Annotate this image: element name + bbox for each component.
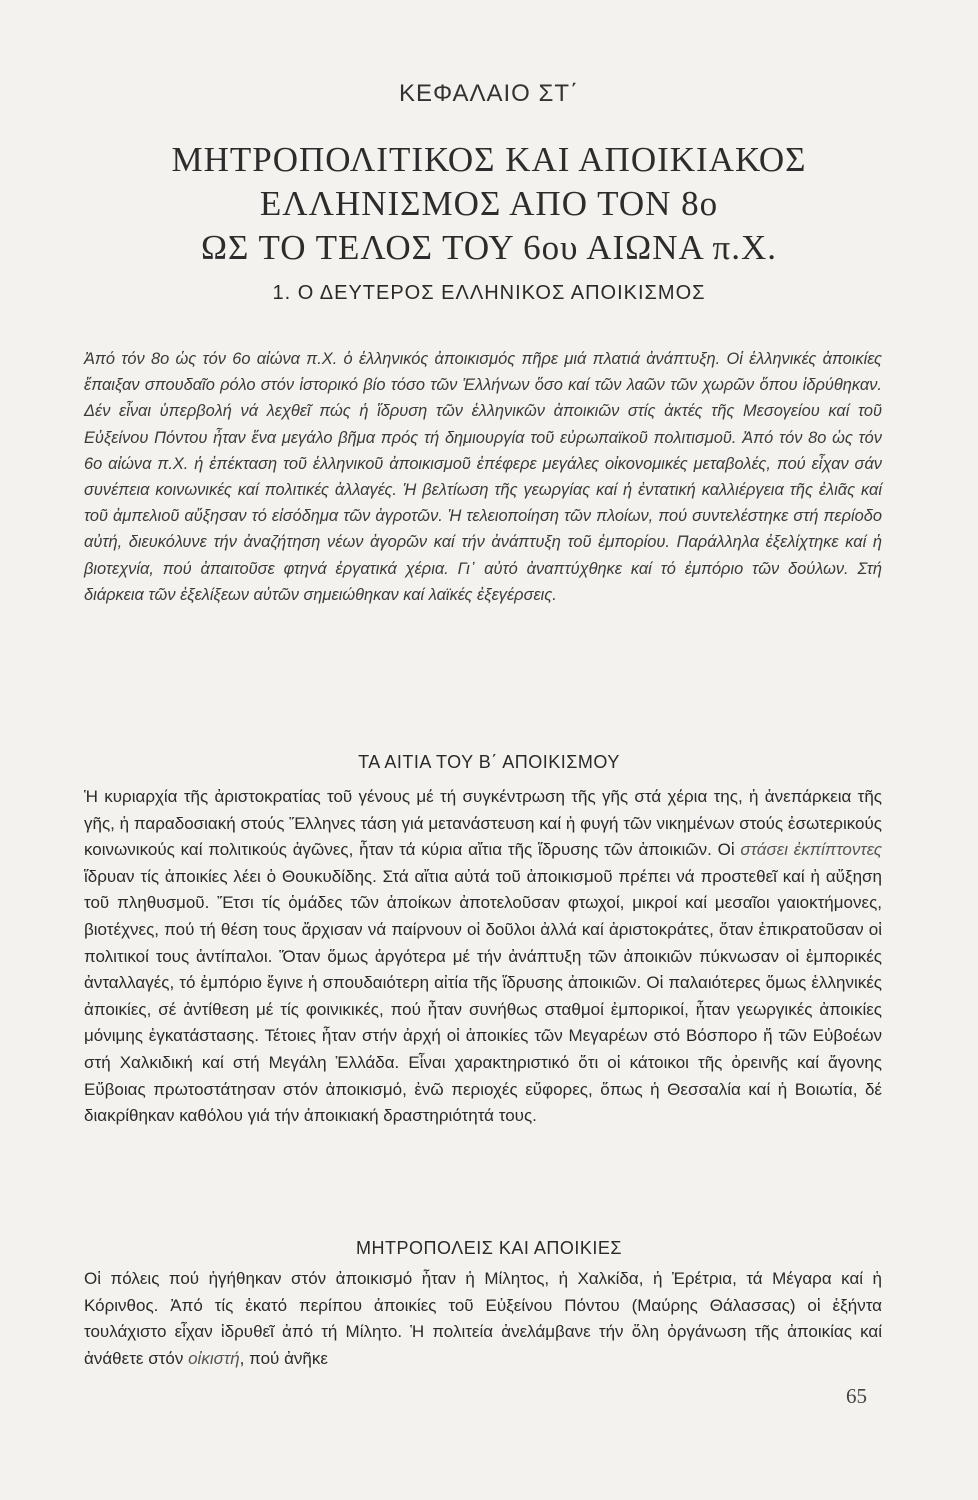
causes-text-part-2: ἵδρυαν τίς ἀποικίες λέει ὁ Θουκυδίδης. Στά αἴτια αὐτά τοῦ ἀποικισμοῦ πρέπει νά προστεθεῖ καί ἡ αὔξηση τοῦ πληθυσμοῦ. Ἔτσι τίς ὁμάδες τῶν ἀποίκων ἀποτελοῦσαν φτωχοί, μικροί καί μεσαῖοι γαιοκτήμονες, βιοτέχνες, πού τή θέση τους ἄρχισαν νά παίρνουν οἱ δοῦλοι ἀλλά καί ἀριστοκράτες, ὅταν ἐπικρατοῦσαν οἱ πολιτικοί τους ἀντίπαλοι. Ὅταν ὅμως ἀργότερα μέ τήν ἀνάπτυξη τῶν ἀποικιῶν πύκνωσαν οἱ ἐμπορικές ἀνταλλαγές, τό ἐμπόριο ἔγινε ἡ σπουδαιότερη αἰτία τῆς ἵδρυσης ἀποικιῶν. Οἱ παλαιότερες ὅμως ἑλληνικές ἀποικίες, σέ ἀντίθεση μέ τίς φοινικικές, πού ἦταν συνήθως σταθμοί ἐμπορικοί, ἦταν γεωργικές ἀποικίες μόνιμης ἐγκατάστασης. Τέτοιες ἦταν στήν ἀρχή οἱ ἀποικίες τῶν Μεγαρέων στό Βόσπορο ἤ τῶν Εὐβοέων στή Χαλκιδική καί στή Μεγάλη Ἑλλάδα. Εἶναι χαρακτηριστικό ὅτι οἱ κάτοικοι τῆς ὀρεινῆς καί ἄγονης Εὔβοιας πρωτοστάτησαν στόν ἀποικισμό, ἐνῶ περιοχές εὔφορες, ὅπως ἡ Θεσσαλία καί ἡ Βοιωτία, δέ διακρίθηκαν καθόλου γιά τήν ἀποικιακή δραστηριότητά τους. xyxy=(84,866,882,1126)
subheading-metropoleis: ΜΗΤΡΟΠΟΛΕΙΣ ΚΑΙ ΑΠΟΙΚΙΕΣ xyxy=(356,1238,622,1258)
section-heading: 1. Ο ΔΕΥΤΕΡΟΣ ΕΛΛΗΝΙΚΟΣ ΑΠΟΙΚΙΣΜΟΣ xyxy=(272,282,706,304)
metropoleis-text xyxy=(84,1266,882,1372)
metro-text-part-2: , πού ἀνῆκε xyxy=(239,1348,328,1368)
intro-paragraph: Ἀπό τόν 8ο ὡς τόν 6ο αἰώνα π.Χ. ὁ ἑλληνικός ἀποικισμός πῆρε μιά πλατιά ἀνάπτυξη. Οἱ ἑλληνικές ἀποικίες ἔπαιξαν σπουδαῖο ρόλο στόν ἱστορικό βίο τόσο τῶν Ἑλλήνων ὅσο καί τῶν λαῶν τῶν χωρῶν ὅπου ἱδρύθηκαν. Δέν εἶναι ὑπερβολή νά λεχθεῖ πώς ἡ ἵδρυση τῶν ἑλληνικῶν ἀποικιῶν στίς ἀκτές τῆς Μεσογείου καί τοῦ Εὐξείνου Πόντου ἦταν ἕνα μεγάλο βῆμα πρός τή δημιουργία τοῦ εὐρωπαϊκοῦ πολιτισμοῦ. Ἀπό τόν 8ο ὡς τόν 6ο αἰώνα π.Χ. ἡ ἐπέκταση τοῦ ἑλληνικοῦ ἀποικισμοῦ ἐπέφερε μεγάλες οἰκονομικές μεταβολές, πού εἶχαν σάν συνέπεια κοινωνικές καί πολιτικές ἀλλαγές. Ἡ βελτίωση τῆς γεωργίας καί ἡ ἐντατική καλλιέργεια τῆς ἐλιᾶς καί τοῦ ἀμπελιοῦ αὔξησαν τό εἰσόδημα τῶν ἀγροτῶν. Ἡ τελειοποίηση τῶν πλοίων, πού συντελέστηκε στή περίοδο αὐτή, διευκόλυνε τήν ἀναζήτηση νέων ἀγορῶν καί τήν ἀνάπτυξη τοῦ ἐμπορίου. Παράλληλα ἐξελίχτηκε καί ἡ βιοτεχνία, πού ἀπαιτοῦσε φτηνά ἐργατικά χέρια. Γι᾽ αὐτό ἀναπτύχθηκε καί τό ἐμπόριο τῶν δούλων. Στή διάρκεια τῶν ἐξελίξεων αὐτῶν σημειώθηκαν καί λαϊκές ἐξεγέρσεις. xyxy=(84,350,882,604)
metro-italic-word: οἰκιστή xyxy=(188,1348,240,1368)
title-line-1: ΜΗΤΡΟΠΟΛΙΤΙΚΟΣ ΚΑΙ ΑΠΟΙΚΙΑΚΟΣ xyxy=(171,140,807,179)
page-number: 65 xyxy=(846,1384,867,1408)
causes-italic-phrase: στάσει ἐκπίπτοντες xyxy=(740,840,883,860)
causes-paragraph xyxy=(84,784,882,1130)
title-line-3: ΩΣ ΤΟ ΤΕΛΟΣ ΤΟΥ 6ου ΑΙΩΝΑ π.Χ. xyxy=(200,228,778,267)
chapter-label: ΚΕΦΑΛΑΙΟ ΣΤ΄ xyxy=(398,80,579,107)
intro-text xyxy=(84,346,882,608)
metropoleis-paragraph xyxy=(84,1266,882,1372)
causes-text-part-1: Ἡ κυριαρχία τῆς ἀριστοκρατίας τοῦ γένους μέ τή συγκέντρωση τῆς γῆς στά χέρια της, ἡ ἀνεπάρκεια τῆς γῆς, ἡ παραδοσιακή στούς Ἕλληνες τάση γιά μετανάστευση καί ἡ φυγή τῶν νικημένων στούς ἐσωτερικούς κοινωνικούς καί πολιτικούς ἀγῶνες, ἦταν τά κύρια αἴτια τῆς ἵδρυσης τῶν ἀποικιῶν. Οἱ xyxy=(84,787,882,860)
metro-text-part-1: Οἱ πόλεις πού ἡγήθηκαν στόν ἀποικισμό ἦταν ἡ Μίλητος, ἡ Χαλκίδα, ἡ Ἐρέτρια, τά Μέγαρα καί ἡ Κόρινθος. Ἀπό τίς ἑκατό περίπου ἀποικίες τοῦ Εὐξείνου Πόντου (Μαύρης Θάλασσας) οἱ ἑξήντα τουλάχιστο εἶχαν ἱδρυθεῖ ἀπό τή Μίλητο. Ἡ πολιτεία ἀνελάμβανε τήν ὅλη ὀργάνωση τῆς ἀποικίας καί ἀνάθετε στόν xyxy=(84,1269,882,1368)
subheading-causes: ΤΑ ΑΙΤΙΑ ΤΟΥ Β΄ ΑΠΟΙΚΙΣΜΟΥ xyxy=(358,752,620,772)
chapter-title xyxy=(0,138,978,270)
title-line-2: ΕΛΛΗΝΙΣΜΟΣ ΑΠΟ ΤΟΝ 8ο xyxy=(259,184,719,223)
causes-text xyxy=(84,784,882,1130)
